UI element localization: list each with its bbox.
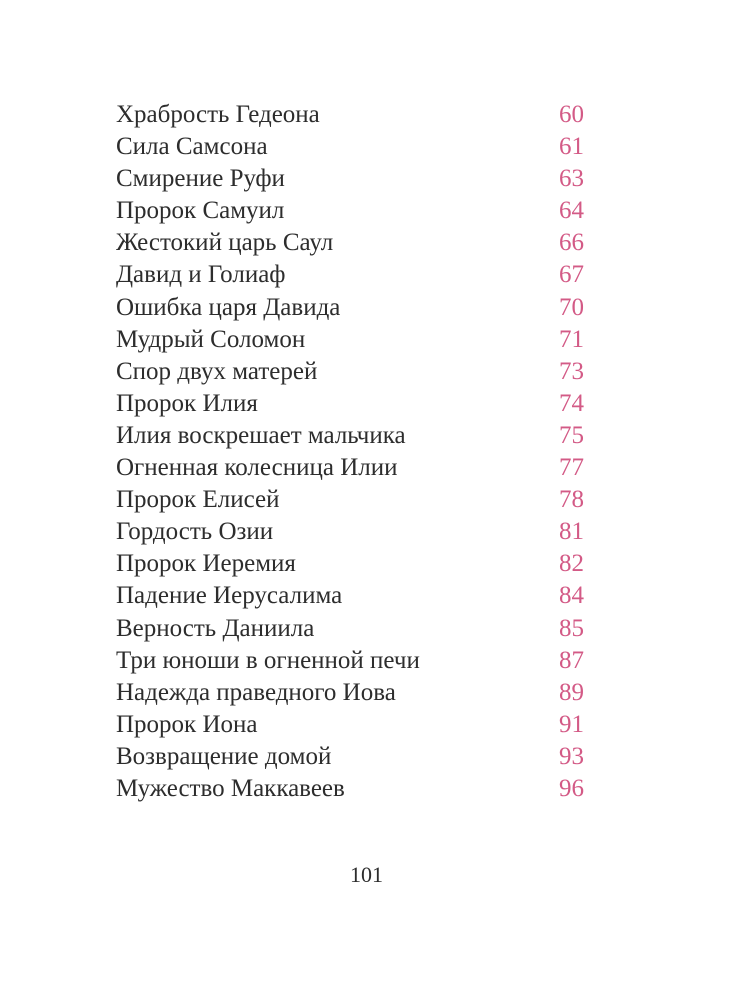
toc-entry-title: Падение Иерусалима	[116, 582, 343, 610]
toc-entry-page: 61	[559, 133, 584, 161]
toc-entry[interactable]	[116, 773, 584, 805]
toc-entry-page: 64	[559, 197, 584, 225]
page-number: 101	[350, 862, 383, 887]
toc-entry-title: Илия воскрешает мальчика	[116, 421, 406, 449]
toc-entry[interactable]	[116, 131, 584, 163]
toc-entry[interactable]	[116, 613, 584, 645]
toc-entry[interactable]	[116, 677, 584, 709]
toc-entry[interactable]	[116, 99, 584, 131]
toc-entry[interactable]	[116, 420, 584, 452]
toc-entry[interactable]	[116, 580, 584, 612]
toc-entry-title: Ошибка царя Давида	[116, 293, 341, 321]
toc-entry-title: Три юноши в огненной печи	[116, 646, 420, 674]
toc-entry-page: 73	[559, 357, 584, 385]
toc-entry[interactable]	[116, 324, 584, 356]
toc-entry[interactable]	[116, 548, 584, 580]
toc-entry-title: Давид и Голиаф	[116, 261, 286, 289]
toc-entry-page: 85	[559, 614, 584, 642]
toc-entry-page: 66	[559, 229, 584, 257]
toc-entry[interactable]	[116, 452, 584, 484]
toc-entry-page: 81	[559, 518, 584, 546]
toc-entry-title: Гордость Озии	[116, 518, 274, 546]
toc-entry-page: 77	[559, 454, 584, 482]
toc-entry-page: 60	[559, 101, 584, 128]
toc-entry-page: 75	[559, 421, 584, 449]
toc-entry[interactable]	[116, 709, 584, 741]
toc-entry-page: 78	[559, 486, 584, 514]
toc-entry-title: Надежда праведного Иова	[116, 678, 396, 706]
toc-entry[interactable]	[116, 163, 584, 195]
toc-entry-title: Спор двух матерей	[116, 357, 318, 385]
table-of-contents	[116, 99, 584, 805]
toc-entry-title: Пророк Самуил	[116, 197, 285, 225]
toc-entry[interactable]	[116, 356, 584, 388]
toc-entry-page: 96	[559, 774, 584, 802]
toc-entry-page: 67	[559, 261, 584, 289]
toc-entry-page: 93	[559, 742, 584, 770]
toc-entry-page: 70	[559, 293, 584, 321]
toc-entry-title: Пророк Илия	[116, 389, 258, 417]
toc-entry-title: Храбрость Гедеона	[116, 101, 320, 128]
toc-entry-title: Мудрый Соломон	[116, 325, 306, 353]
toc-entry[interactable]	[116, 516, 584, 548]
toc-entry-page: 89	[559, 678, 584, 706]
toc-entry-title: Огненная колесница Илии	[116, 454, 398, 482]
toc-entry-page: 63	[559, 165, 584, 193]
toc-entry[interactable]	[116, 195, 584, 227]
toc-entry[interactable]	[116, 645, 584, 677]
toc-entry-title: Пророк Елисей	[116, 486, 280, 514]
toc-entry-page: 71	[559, 325, 584, 353]
toc-entry-title: Верность Даниила	[116, 614, 315, 642]
toc-entry-page: 91	[559, 710, 584, 738]
toc-entry[interactable]	[116, 227, 584, 259]
toc-entry-title: Пророк Иеремия	[116, 550, 296, 578]
toc-entry-page: 74	[559, 389, 584, 417]
toc-entry-title: Мужество Маккавеев	[116, 774, 345, 802]
toc-entry[interactable]	[116, 259, 584, 291]
toc-entry-title: Пророк Иона	[116, 710, 258, 738]
toc-entry[interactable]	[116, 741, 584, 773]
toc-entry[interactable]	[116, 484, 584, 516]
toc-entry-title: Сила Самсона	[116, 133, 268, 161]
toc-entry[interactable]	[116, 388, 584, 420]
toc-entry-page: 84	[559, 582, 584, 610]
toc-entry-title: Возвращение домой	[116, 742, 332, 770]
toc-entry-title: Смирение Руфи	[116, 165, 285, 193]
toc-entry[interactable]	[116, 292, 584, 324]
toc-entry-title: Жестокий царь Саул	[116, 229, 334, 257]
toc-entry-page: 87	[559, 646, 584, 674]
toc-entry-page: 82	[559, 550, 584, 578]
